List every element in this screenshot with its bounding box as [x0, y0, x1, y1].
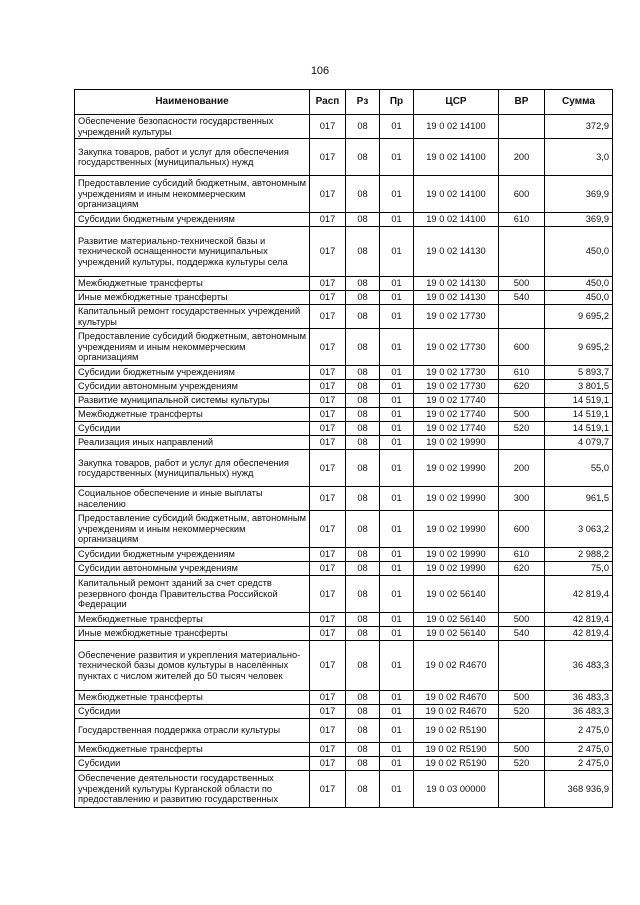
row-sum-cell: 36 483,3 — [545, 691, 613, 705]
row-pr-cell: 01 — [380, 436, 414, 450]
row-csr-cell: 19 0 02 19990 — [414, 450, 499, 487]
row-pr-cell: 01 — [380, 627, 414, 641]
table-row — [75, 213, 613, 227]
row-pr-cell: 01 — [380, 115, 414, 139]
row-csr-cell: 19 0 02 R4670 — [414, 641, 499, 691]
row-name-cell: Иные межбюджетные трансферты — [75, 291, 310, 305]
row-csr-cell: 19 0 02 R5190 — [414, 719, 499, 743]
row-rasp-cell: 017 — [310, 422, 346, 436]
row-sum-cell: 9 695,2 — [545, 329, 613, 366]
row-pr-cell: 01 — [380, 691, 414, 705]
row-csr-cell: 19 0 02 17730 — [414, 329, 499, 366]
row-vr-cell: 620 — [499, 562, 545, 576]
row-sum-cell: 42 819,4 — [545, 576, 613, 613]
row-sum-cell: 369,9 — [545, 213, 613, 227]
row-vr-cell: 610 — [499, 548, 545, 562]
table-row — [75, 562, 613, 576]
row-csr-cell: 19 0 02 14130 — [414, 277, 499, 291]
row-vr-cell: 300 — [499, 487, 545, 511]
header-vr: ВР — [499, 90, 545, 115]
row-sum-cell: 14 519,1 — [545, 422, 613, 436]
row-rasp-cell: 017 — [310, 436, 346, 450]
row-vr-cell — [499, 771, 545, 808]
table-row — [75, 450, 613, 487]
row-vr-cell: 540 — [499, 291, 545, 305]
row-sum-cell: 450,0 — [545, 227, 613, 277]
row-rasp-cell: 017 — [310, 771, 346, 808]
table-row — [75, 771, 613, 808]
table-row — [75, 627, 613, 641]
row-csr-cell: 19 0 02 14100 — [414, 139, 499, 176]
row-sum-cell: 14 519,1 — [545, 394, 613, 408]
row-sum-cell: 2 475,0 — [545, 757, 613, 771]
row-pr-cell: 01 — [380, 329, 414, 366]
row-rz-cell: 08 — [346, 329, 380, 366]
row-rz-cell: 08 — [346, 139, 380, 176]
header-pr: Пр — [380, 90, 414, 115]
row-sum-cell: 369,9 — [545, 176, 613, 213]
row-csr-cell: 19 0 02 17740 — [414, 394, 499, 408]
row-rz-cell: 08 — [346, 562, 380, 576]
row-rasp-cell: 017 — [310, 627, 346, 641]
budget-table — [74, 89, 613, 808]
row-rasp-cell: 017 — [310, 227, 346, 277]
row-sum-cell: 42 819,4 — [545, 613, 613, 627]
row-rasp-cell: 017 — [310, 691, 346, 705]
row-pr-cell: 01 — [380, 408, 414, 422]
row-rz-cell: 08 — [346, 380, 380, 394]
row-name-cell: Межбюджетные трансферты — [75, 408, 310, 422]
row-pr-cell: 01 — [380, 394, 414, 408]
row-rz-cell: 08 — [346, 641, 380, 691]
row-vr-cell: 600 — [499, 511, 545, 548]
table-row — [75, 227, 613, 277]
row-pr-cell: 01 — [380, 511, 414, 548]
table-row — [75, 757, 613, 771]
row-pr-cell: 01 — [380, 487, 414, 511]
row-csr-cell: 19 0 02 19990 — [414, 548, 499, 562]
row-sum-cell: 3 801,5 — [545, 380, 613, 394]
row-sum-cell: 2 475,0 — [545, 743, 613, 757]
row-csr-cell: 19 0 02 R5190 — [414, 757, 499, 771]
row-rasp-cell: 017 — [310, 487, 346, 511]
row-csr-cell: 19 0 02 14130 — [414, 227, 499, 277]
row-rasp-cell: 017 — [310, 743, 346, 757]
table-row — [75, 576, 613, 613]
table-row — [75, 613, 613, 627]
row-rasp-cell: 017 — [310, 511, 346, 548]
table-row — [75, 511, 613, 548]
row-rasp-cell: 017 — [310, 394, 346, 408]
row-rz-cell: 08 — [346, 291, 380, 305]
row-rz-cell: 08 — [346, 213, 380, 227]
row-name-cell: Обеспечение развития и укрепления материально-технической базы домов культуры в населённых пунктах с числом жителей до 50 тысяч человек — [75, 641, 310, 691]
row-rz-cell: 08 — [346, 227, 380, 277]
row-name-cell: Субсидии бюджетным учреждениям — [75, 213, 310, 227]
row-name-cell: Иные межбюджетные трансферты — [75, 627, 310, 641]
row-vr-cell: 520 — [499, 705, 545, 719]
row-rz-cell: 08 — [346, 757, 380, 771]
row-rasp-cell: 017 — [310, 213, 346, 227]
row-rasp-cell: 017 — [310, 719, 346, 743]
row-pr-cell: 01 — [380, 705, 414, 719]
row-csr-cell: 19 0 02 R4670 — [414, 691, 499, 705]
row-rasp-cell: 017 — [310, 408, 346, 422]
row-name-cell: Закупка товаров, работ и услуг для обеспечения государственных (муниципальных) нужд — [75, 139, 310, 176]
row-sum-cell: 14 519,1 — [545, 408, 613, 422]
table-row — [75, 705, 613, 719]
row-vr-cell: 520 — [499, 757, 545, 771]
row-csr-cell: 19 0 02 17740 — [414, 408, 499, 422]
row-name-cell: Развитие материально-технической базы и технической оснащенности муниципальных учреждений культуры, поддержка культуры села — [75, 227, 310, 277]
header-csr: ЦСР — [414, 90, 499, 115]
row-rasp-cell: 017 — [310, 277, 346, 291]
table-row — [75, 277, 613, 291]
row-rz-cell: 08 — [346, 394, 380, 408]
row-vr-cell: 600 — [499, 176, 545, 213]
row-sum-cell: 9 695,2 — [545, 305, 613, 329]
row-vr-cell: 600 — [499, 329, 545, 366]
row-name-cell: Государственная поддержка отрасли культуры — [75, 719, 310, 743]
row-vr-cell — [499, 394, 545, 408]
row-pr-cell: 01 — [380, 548, 414, 562]
row-rasp-cell: 017 — [310, 329, 346, 366]
row-sum-cell: 450,0 — [545, 291, 613, 305]
row-rz-cell: 08 — [346, 436, 380, 450]
row-sum-cell: 450,0 — [545, 277, 613, 291]
row-vr-cell: 200 — [499, 139, 545, 176]
row-rasp-cell: 017 — [310, 380, 346, 394]
row-vr-cell: 500 — [499, 408, 545, 422]
row-pr-cell: 01 — [380, 176, 414, 213]
row-rz-cell: 08 — [346, 627, 380, 641]
row-rasp-cell: 017 — [310, 757, 346, 771]
row-rz-cell: 08 — [346, 691, 380, 705]
row-sum-cell: 75,0 — [545, 562, 613, 576]
table-row — [75, 408, 613, 422]
row-rz-cell: 08 — [346, 705, 380, 719]
row-csr-cell: 19 0 02 14100 — [414, 213, 499, 227]
row-pr-cell: 01 — [380, 576, 414, 613]
row-vr-cell: 620 — [499, 380, 545, 394]
row-sum-cell: 5 893,7 — [545, 366, 613, 380]
table-row — [75, 436, 613, 450]
table-row — [75, 719, 613, 743]
table-row — [75, 115, 613, 139]
table-row — [75, 329, 613, 366]
row-rz-cell: 08 — [346, 277, 380, 291]
row-csr-cell: 19 0 02 19990 — [414, 487, 499, 511]
table-row — [75, 422, 613, 436]
row-vr-cell — [499, 719, 545, 743]
header-rz: Рз — [346, 90, 380, 115]
row-pr-cell: 01 — [380, 227, 414, 277]
row-name-cell: Предоставление субсидий бюджетным, автономным учреждениям и иным некоммерческим организациям — [75, 176, 310, 213]
row-vr-cell: 500 — [499, 277, 545, 291]
row-name-cell: Развитие муниципальной системы культуры — [75, 394, 310, 408]
row-name-cell: Субсидии бюджетным учреждениям — [75, 548, 310, 562]
row-name-cell: Субсидии автономным учреждениям — [75, 380, 310, 394]
row-name-cell: Реализация иных направлений — [75, 436, 310, 450]
row-vr-cell — [499, 227, 545, 277]
row-rz-cell: 08 — [346, 408, 380, 422]
row-rz-cell: 08 — [346, 511, 380, 548]
row-pr-cell: 01 — [380, 757, 414, 771]
row-pr-cell: 01 — [380, 213, 414, 227]
row-rasp-cell: 017 — [310, 548, 346, 562]
row-csr-cell: 19 0 02 17730 — [414, 380, 499, 394]
row-sum-cell: 36 483,3 — [545, 705, 613, 719]
row-pr-cell: 01 — [380, 771, 414, 808]
row-vr-cell: 610 — [499, 366, 545, 380]
page-number: 106 — [310, 65, 330, 77]
row-sum-cell: 3,0 — [545, 139, 613, 176]
row-name-cell: Межбюджетные трансферты — [75, 691, 310, 705]
row-name-cell: Субсидии — [75, 705, 310, 719]
row-name-cell: Предоставление субсидий бюджетным, автономным учреждениям и иным некоммерческим организациям — [75, 511, 310, 548]
table-row — [75, 139, 613, 176]
table-row — [75, 366, 613, 380]
row-pr-cell: 01 — [380, 743, 414, 757]
row-vr-cell: 200 — [499, 450, 545, 487]
table-row — [75, 291, 613, 305]
row-name-cell: Межбюджетные трансферты — [75, 743, 310, 757]
row-csr-cell: 19 0 02 19990 — [414, 562, 499, 576]
row-csr-cell: 19 0 02 14100 — [414, 115, 499, 139]
row-csr-cell: 19 0 02 17730 — [414, 305, 499, 329]
row-vr-cell: 500 — [499, 691, 545, 705]
row-rasp-cell: 017 — [310, 576, 346, 613]
row-csr-cell: 19 0 02 56140 — [414, 576, 499, 613]
table-row — [75, 548, 613, 562]
row-rasp-cell: 017 — [310, 176, 346, 213]
row-rz-cell: 08 — [346, 771, 380, 808]
row-sum-cell: 42 819,4 — [545, 627, 613, 641]
row-csr-cell: 19 0 02 19990 — [414, 511, 499, 548]
row-rz-cell: 08 — [346, 450, 380, 487]
row-vr-cell — [499, 436, 545, 450]
row-rasp-cell: 017 — [310, 291, 346, 305]
row-sum-cell: 2 988,2 — [545, 548, 613, 562]
row-csr-cell: 19 0 02 56140 — [414, 613, 499, 627]
row-name-cell: Субсидии автономным учреждениям — [75, 562, 310, 576]
table-row — [75, 394, 613, 408]
row-rz-cell: 08 — [346, 613, 380, 627]
row-pr-cell: 01 — [380, 613, 414, 627]
row-vr-cell — [499, 115, 545, 139]
row-rasp-cell: 017 — [310, 115, 346, 139]
row-pr-cell: 01 — [380, 641, 414, 691]
row-csr-cell: 19 0 02 14100 — [414, 176, 499, 213]
row-csr-cell: 19 0 02 R4670 — [414, 705, 499, 719]
row-sum-cell: 55,0 — [545, 450, 613, 487]
row-name-cell: Обеспечение деятельности государственных учреждений культуры Курганской области по предоставлению и развитию государственных — [75, 771, 310, 808]
row-sum-cell: 368 936,9 — [545, 771, 613, 808]
row-pr-cell: 01 — [380, 305, 414, 329]
row-rz-cell: 08 — [346, 743, 380, 757]
row-name-cell: Субсидии бюджетным учреждениям — [75, 366, 310, 380]
row-rz-cell: 08 — [346, 719, 380, 743]
row-rz-cell: 08 — [346, 422, 380, 436]
row-pr-cell: 01 — [380, 380, 414, 394]
row-rasp-cell: 017 — [310, 641, 346, 691]
row-pr-cell: 01 — [380, 562, 414, 576]
row-vr-cell — [499, 641, 545, 691]
header-sum: Сумма — [545, 90, 613, 115]
row-rz-cell: 08 — [346, 487, 380, 511]
row-pr-cell: 01 — [380, 422, 414, 436]
row-csr-cell: 19 0 02 19990 — [414, 436, 499, 450]
row-rz-cell: 08 — [346, 115, 380, 139]
row-name-cell: Капитальный ремонт государственных учреждений культуры — [75, 305, 310, 329]
row-vr-cell: 520 — [499, 422, 545, 436]
row-vr-cell: 500 — [499, 743, 545, 757]
table-row — [75, 305, 613, 329]
table-row — [75, 380, 613, 394]
header-name: Наименование — [75, 90, 310, 115]
row-rasp-cell: 017 — [310, 450, 346, 487]
row-rasp-cell: 017 — [310, 613, 346, 627]
row-sum-cell: 961,5 — [545, 487, 613, 511]
row-vr-cell: 540 — [499, 627, 545, 641]
row-rz-cell: 08 — [346, 366, 380, 380]
table-row — [75, 691, 613, 705]
row-name-cell: Социальное обеспечение и иные выплаты населению — [75, 487, 310, 511]
header-rasp: Расп — [310, 90, 346, 115]
row-vr-cell: 500 — [499, 613, 545, 627]
row-name-cell: Предоставление субсидий бюджетным, автономным учреждениям и иным некоммерческим организациям — [75, 329, 310, 366]
row-pr-cell: 01 — [380, 139, 414, 176]
row-pr-cell: 01 — [380, 291, 414, 305]
table-body — [75, 115, 613, 808]
row-csr-cell: 19 0 02 17740 — [414, 422, 499, 436]
row-name-cell: Субсидии — [75, 422, 310, 436]
row-sum-cell: 3 063,2 — [545, 511, 613, 548]
row-csr-cell: 19 0 02 14130 — [414, 291, 499, 305]
row-rz-cell: 08 — [346, 548, 380, 562]
row-sum-cell: 36 483,3 — [545, 641, 613, 691]
row-rasp-cell: 017 — [310, 139, 346, 176]
row-vr-cell — [499, 576, 545, 613]
row-name-cell: Закупка товаров, работ и услуг для обеспечения государственных (муниципальных) нужд — [75, 450, 310, 487]
row-csr-cell: 19 0 02 17730 — [414, 366, 499, 380]
row-rz-cell: 08 — [346, 576, 380, 613]
row-csr-cell: 19 0 03 00000 — [414, 771, 499, 808]
row-csr-cell: 19 0 02 56140 — [414, 627, 499, 641]
row-pr-cell: 01 — [380, 719, 414, 743]
row-sum-cell: 372,9 — [545, 115, 613, 139]
row-rasp-cell: 017 — [310, 562, 346, 576]
row-name-cell: Субсидии — [75, 757, 310, 771]
row-rz-cell: 08 — [346, 176, 380, 213]
row-csr-cell: 19 0 02 R5190 — [414, 743, 499, 757]
table-row — [75, 176, 613, 213]
row-name-cell: Межбюджетные трансферты — [75, 613, 310, 627]
row-vr-cell: 610 — [499, 213, 545, 227]
row-pr-cell: 01 — [380, 450, 414, 487]
table-row — [75, 487, 613, 511]
row-rasp-cell: 017 — [310, 705, 346, 719]
row-name-cell: Капитальный ремонт зданий за счет средств резервного фонда Правительства Российской Федерации — [75, 576, 310, 613]
row-sum-cell: 2 475,0 — [545, 719, 613, 743]
row-rasp-cell: 017 — [310, 366, 346, 380]
row-rasp-cell: 017 — [310, 305, 346, 329]
row-pr-cell: 01 — [380, 366, 414, 380]
row-name-cell: Обеспечение безопасности государственных учреждений культуры — [75, 115, 310, 139]
table-row — [75, 641, 613, 691]
table-row — [75, 743, 613, 757]
row-name-cell: Межбюджетные трансферты — [75, 277, 310, 291]
row-pr-cell: 01 — [380, 277, 414, 291]
row-vr-cell — [499, 305, 545, 329]
table-header-row — [75, 90, 613, 115]
row-sum-cell: 4 079,7 — [545, 436, 613, 450]
row-rz-cell: 08 — [346, 305, 380, 329]
